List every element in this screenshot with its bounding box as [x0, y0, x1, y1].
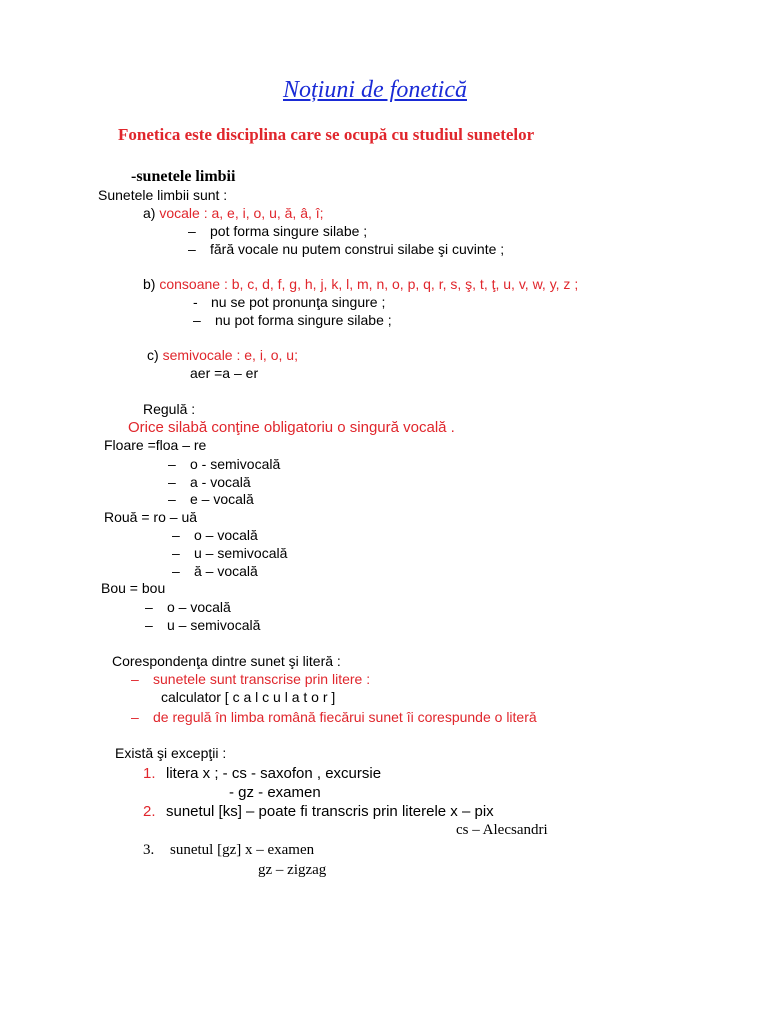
- exception-item: [143, 804, 494, 819]
- exception-item: [143, 766, 381, 781]
- exception-text: litera x ; - cs - saxofon , excursie: [166, 765, 382, 782]
- item-number: 1.: [143, 765, 156, 782]
- semivowels-line: [147, 348, 298, 362]
- list-item-text: pot forma singure silabe ;: [210, 223, 368, 239]
- consonants-line: [143, 277, 578, 291]
- dash-bullet: –: [193, 312, 201, 328]
- list-item-text: o - semivocală: [190, 456, 281, 472]
- list-item: [145, 618, 260, 632]
- dash-bullet: –: [168, 491, 176, 507]
- list-item: [131, 672, 370, 686]
- subtitle: Fonetica este disciplina care se ocupă cu studiul sunetelor: [118, 125, 535, 144]
- dash-bullet: –: [145, 617, 153, 633]
- list-item: [131, 710, 537, 724]
- list-item-text: fără vocale nu putem construi silabe şi cuvinte ;: [210, 241, 505, 257]
- list-item: [168, 475, 251, 489]
- list-item-text: e – vocală: [190, 491, 254, 507]
- dash-bullet: –: [131, 671, 139, 687]
- example-word: Bou = bou: [101, 580, 166, 596]
- correspondence-example: calculator [ c a l c u l a t o r ]: [161, 689, 336, 705]
- list-item-text: nu se pot pronunţa singure ;: [211, 294, 386, 310]
- dash-bullet: –: [188, 241, 196, 257]
- dash-bullet: –: [145, 599, 153, 615]
- correspondence-heading: Corespondenţa dintre sunet şi literă :: [112, 653, 341, 669]
- list-item-text: ă – vocală: [194, 563, 258, 579]
- list-item: [168, 457, 280, 471]
- list-item-text: u – semivocală: [167, 617, 261, 633]
- intro-text: Sunetele limbii sunt :: [98, 187, 228, 203]
- dash-bullet: –: [172, 563, 180, 579]
- exception-text: sunetul [gz] x – examen: [170, 842, 315, 858]
- list-item: [168, 492, 254, 506]
- list-item-text: de regulă în limba română fiecărui sunet îi corespunde o literă: [153, 709, 537, 725]
- exception-item: [143, 843, 314, 858]
- example-word: Rouă = ro – uă: [104, 509, 198, 525]
- dash-bullet: -: [193, 294, 198, 310]
- list-item: [188, 242, 504, 256]
- list-item: [193, 313, 392, 327]
- dash-bullet: –: [168, 474, 176, 490]
- exceptions-heading: Există şi excepţii :: [115, 745, 227, 761]
- list-item-text: u – semivocală: [194, 545, 288, 561]
- rule-label: Regulă :: [143, 401, 196, 417]
- vowels-line: [143, 206, 324, 220]
- dash-bullet: –: [172, 527, 180, 543]
- exception-line2: gz – zigzag: [258, 862, 327, 878]
- exception-line2: cs – Alecsandri: [456, 822, 548, 838]
- list-item: [172, 546, 287, 560]
- list-item-text: sunetele sunt transcrise prin litere :: [153, 671, 371, 687]
- vowels-label: vocale : a, e, i, o, u, ă, â, î;: [159, 205, 324, 221]
- dash-bullet: –: [131, 709, 139, 725]
- item-number: 2.: [143, 803, 156, 820]
- semivowels-label: semivocale : e, i, o, u;: [162, 347, 298, 363]
- item-number: 3.: [143, 842, 155, 858]
- section-heading: -sunetele limbii: [131, 168, 236, 185]
- rule-statement: Orice silabă conţine obligatoriu o singură vocală .: [128, 419, 455, 436]
- semivowels-example: aer =a – er: [190, 365, 259, 381]
- list-item: [145, 600, 231, 614]
- list-item: [188, 224, 367, 238]
- list-item: [172, 528, 258, 542]
- list-item: [193, 295, 385, 309]
- page-title: Noțiuni de fonetică: [283, 77, 467, 103]
- list-item: [172, 564, 258, 578]
- example-word: Floare =floa – re: [104, 437, 207, 453]
- exception-text: sunetul [ks] – poate fi transcris prin literele x – pix: [166, 803, 494, 820]
- exception-line2: - gz - examen: [229, 784, 321, 801]
- dash-bullet: –: [172, 545, 180, 561]
- list-item-text: nu pot forma singure silabe ;: [215, 312, 392, 328]
- dash-bullet: –: [168, 456, 176, 472]
- dash-bullet: –: [188, 223, 196, 239]
- list-item-text: a - vocală: [190, 474, 251, 490]
- consonants-label: consoane : b, c, d, f, g, h, j, k, l, m, n, o, p, q, r, s, ş, t, ţ, u, v, w, y, z ;: [159, 276, 579, 292]
- list-item-text: o – vocală: [194, 527, 258, 543]
- consonants-prefix: b): [143, 276, 156, 292]
- list-item-text: o – vocală: [167, 599, 231, 615]
- semivowels-prefix: c): [147, 347, 159, 363]
- vowels-prefix: a): [143, 205, 156, 221]
